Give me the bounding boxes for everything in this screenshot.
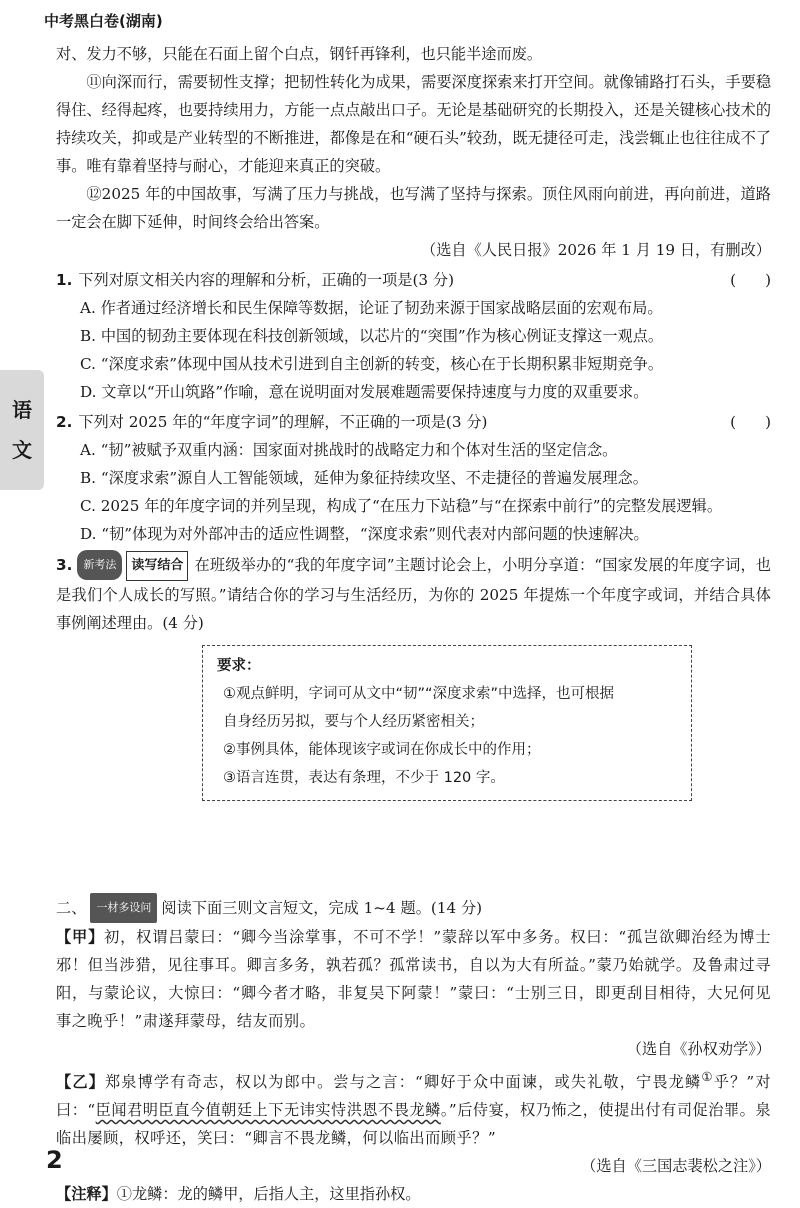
option-1d[interactable]: D. 文章以“开山筑路”作喻，意在说明面对发展难题需要保持速度与力度的双重要求。	[80, 383, 649, 401]
header-title: 中考黑白卷(湖南)	[44, 12, 163, 30]
passage-yi-source: （选自《三国志裴松之注》）	[581, 1157, 771, 1176]
requirements-title: 要求：	[217, 658, 261, 674]
passage-jia-source: （选自《孙权劝学》）	[626, 1040, 771, 1058]
question-2-number: 2.	[56, 413, 73, 431]
option-2d[interactable]: D. “韧”体现为对外部冲击的适应性调整，“深度求索”则代表对内部问题的快速解决。	[80, 525, 649, 543]
option-2b[interactable]: B. “深度求索”源自人工智能领域，延伸为象征持续攻坚、不走捷径的普遍发展理念。	[80, 469, 648, 487]
question-1-number: 1.	[56, 271, 73, 289]
option-1b[interactable]: B. 中国的韧劲主要体现在科技创新领域，以芯片的“突围”作为核心例证支撑这一观点。	[80, 327, 664, 345]
passage-yi-part3: 。”后侍宴，权乃怖之，使提出付有司促治罪。泉临出屡顾，权呼还，笑曰：“卿言不畏龙鳞，何以临出而顾乎？”	[56, 1101, 772, 1148]
passage-yi-part1: 郑泉博学有奇志，权以为郎中。尝与之言：“卿好于众中面谏，或失礼敬，宁畏龙鳞	[104, 1073, 702, 1092]
subject-tab	[0, 370, 44, 490]
passage-jia-label: 【甲】	[56, 928, 105, 946]
paragraph-12: ⑫2025 年的中国故事，写满了压力与挑战，也写满了坚持与探索。顶住风雨向前进，再向前进，道路一定会在脚下延伸，时间终会给出答案。	[56, 185, 771, 231]
passage-yi-label: 【乙】	[56, 1073, 105, 1092]
subject-char-1: 语	[12, 398, 32, 422]
new-method-badge: 新考法	[77, 550, 122, 580]
passage-jia: 初，权谓吕蒙曰：“卿今当涂掌事，不可不学！”蒙辞以军中多务。权曰：“孤岂欲卿治经为博士邪！但当涉猎，见往事耳。卿言多务，孰若孤？孤常读书，自以为大有所益。”蒙乃始就学。及鲁肃过寻阳，与蒙论议，大惊曰：“卿今者才略，非复吴下阿蒙！”蒙曰：“士别三日，即更刮目相待，大兄何见事之晚乎！”肃遂拜蒙母，结友而别。	[56, 928, 772, 1030]
note-label: 【注释】	[56, 1185, 117, 1204]
question-2	[56, 408, 771, 548]
question-3	[56, 550, 771, 801]
page-content	[56, 40, 771, 1208]
requirement-line: ②事例具体，能体现该字或词在你成长中的作用；	[223, 742, 541, 758]
page-number: 2	[46, 1146, 63, 1174]
option-2c[interactable]: C. 2025 年的年度字词的并列呈现，构成了“在压力下站稳”与“在探索中前行”的完整发展逻辑。	[80, 497, 723, 515]
answer-blank-1[interactable]: ( )	[730, 271, 771, 289]
multi-question-badge: 一材多设问	[90, 893, 157, 923]
option-1c[interactable]: C. “深度求索”体现中国从技术引进到自主创新的转变，核心在于长期积累非短期竞争。	[80, 355, 664, 373]
question-3-stem: 在班级举办的“我的年度字词”主题讨论会上，小明分享道：“国家发展的年度字词，也是我们个人成长的写照。”请结合你的学习与生活经历，为你的 2025 年提炼一个年度字或词，并结合具体事例阐述理由。(4 分)	[56, 556, 771, 632]
wavy-underlined-sentence: 臣闻君明臣直今值朝廷上下无讳实恃洪恩不畏龙鳞	[95, 1101, 441, 1120]
note-text: ①龙鳞：龙的鳞甲，后指人主，这里指孙权。	[116, 1185, 421, 1204]
question-3-number: 3.	[56, 556, 73, 574]
section-2	[56, 893, 771, 1208]
passage-yi-part2: 乎？”对曰：“	[56, 1073, 772, 1120]
question-1	[56, 266, 771, 406]
paragraph-continued: 对、发力不够，只能在石面上留个白点，钢钎再锋利，也只能半途而废。	[56, 45, 542, 63]
subject-char-2: 文	[12, 438, 32, 462]
footnote-marker: ①	[701, 1069, 714, 1084]
requirement-line: 自身经历另拟，要与个人经历紧密相关；	[223, 714, 484, 730]
question-2-stem: 下列对 2025 年的“年度字词”的理解，不正确的一项是(3 分)	[78, 413, 488, 431]
requirement-line: ①观点鲜明，字词可从文中“韧”“深度求索”中选择，也可根据	[223, 686, 615, 702]
option-1a[interactable]: A. 作者通过经济增长和民生保障等数据，论证了韧劲来源于国家战略层面的宏观布局。	[80, 299, 663, 317]
section-2-title: 阅读下面三则文言短文，完成 1~4 题。(14 分)	[161, 899, 483, 917]
question-1-stem: 下列对原文相关内容的理解和分析，正确的一项是(3 分)	[78, 271, 454, 289]
read-write-badge: 读写结合	[126, 551, 188, 581]
paragraph-11: ⑪向深而行，需要韧性支撑；把韧性转化为成果，需要深度探索来打开空间。就像铺路打石头，手要稳得住、经得起疼，也要持续用力，方能一点点敲出口子。无论是基础研究的长期投入，还是关键核心技术的持续攻关，抑或是产业转型的不断推进，都像是在和“硬石头”较劲，既无捷径可走，浅尝辄止也往往成不了事。唯有靠着坚持与耐心，才能迎来真正的突破。	[56, 73, 771, 175]
requirements-box	[202, 645, 692, 801]
article-source: （选自《人民日报》2026 年 1 月 19 日，有删改）	[421, 241, 771, 259]
requirement-line: ③语言连贯，表达有条理，不少于 120 字。	[223, 770, 505, 786]
section-2-prefix: 二、	[56, 899, 87, 917]
answer-blank-2[interactable]: ( )	[730, 413, 771, 431]
option-2a[interactable]: A. “韧”被赋予双重内涵：国家面对挑战时的战略定力和个体对生活的坚定信念。	[80, 441, 618, 459]
